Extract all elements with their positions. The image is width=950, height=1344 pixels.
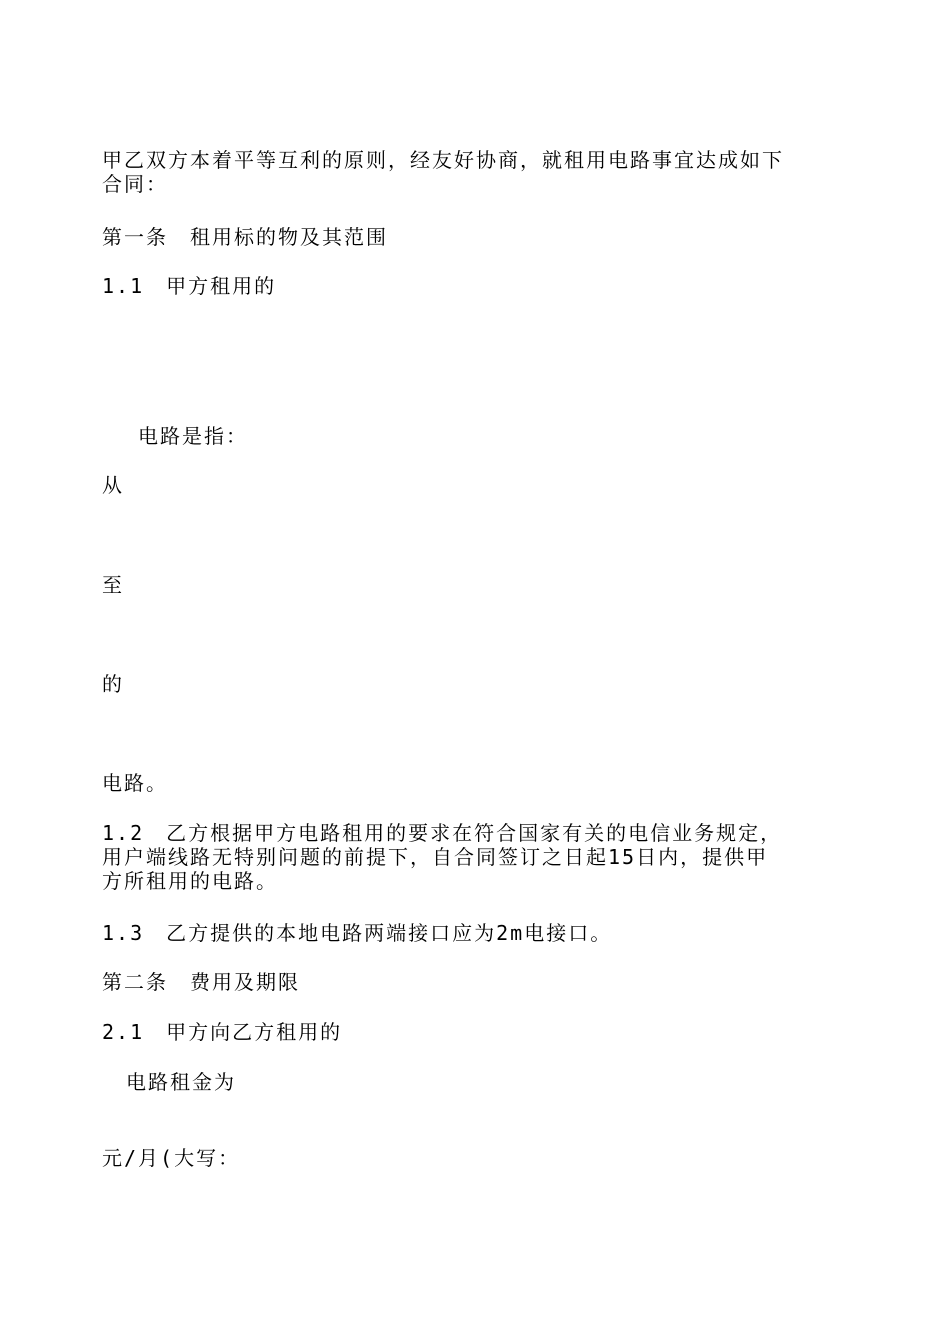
intro-line-2: 合同： <box>102 172 168 196</box>
circuit-definition-label: 电路是指： <box>138 424 248 448</box>
circuit-end-label: 电路。 <box>102 771 168 795</box>
clause-1-3: 1.3 乙方提供的本地电路两端接口应为2m电接口。 <box>102 921 613 945</box>
intro-paragraph <box>102 148 862 196</box>
article-2-heading: 第二条 费用及期限 <box>102 970 300 994</box>
clause-1-2-line-2: 用户端线路无特别问题的前提下，自合同签订之日起15日内，提供甲 <box>102 845 769 869</box>
of-label: 的 <box>102 672 124 696</box>
clause-1-2-line-3: 方所租用的电路。 <box>102 869 278 893</box>
clause-1-2 <box>102 821 862 893</box>
clause-1-2-line-1: 1.2 乙方根据甲方电路租用的要求在符合国家有关的电信业务规定， <box>102 821 783 845</box>
rent-label: 电路租金为 <box>126 1070 236 1094</box>
article-1-heading: 第一条 租用标的物及其范围 <box>102 225 388 249</box>
yuan-per-month-label: 元/月(大写： <box>102 1146 241 1170</box>
to-label: 至 <box>102 573 124 597</box>
clause-2-1: 2.1 甲方向乙方租用的 <box>102 1020 343 1044</box>
intro-line-1: 甲乙双方本着平等互利的原则，经友好协商，就租用电路事宜达成如下 <box>102 148 784 172</box>
from-label: 从 <box>102 473 124 497</box>
clause-1-1: 1.1 甲方租用的 <box>102 274 277 298</box>
